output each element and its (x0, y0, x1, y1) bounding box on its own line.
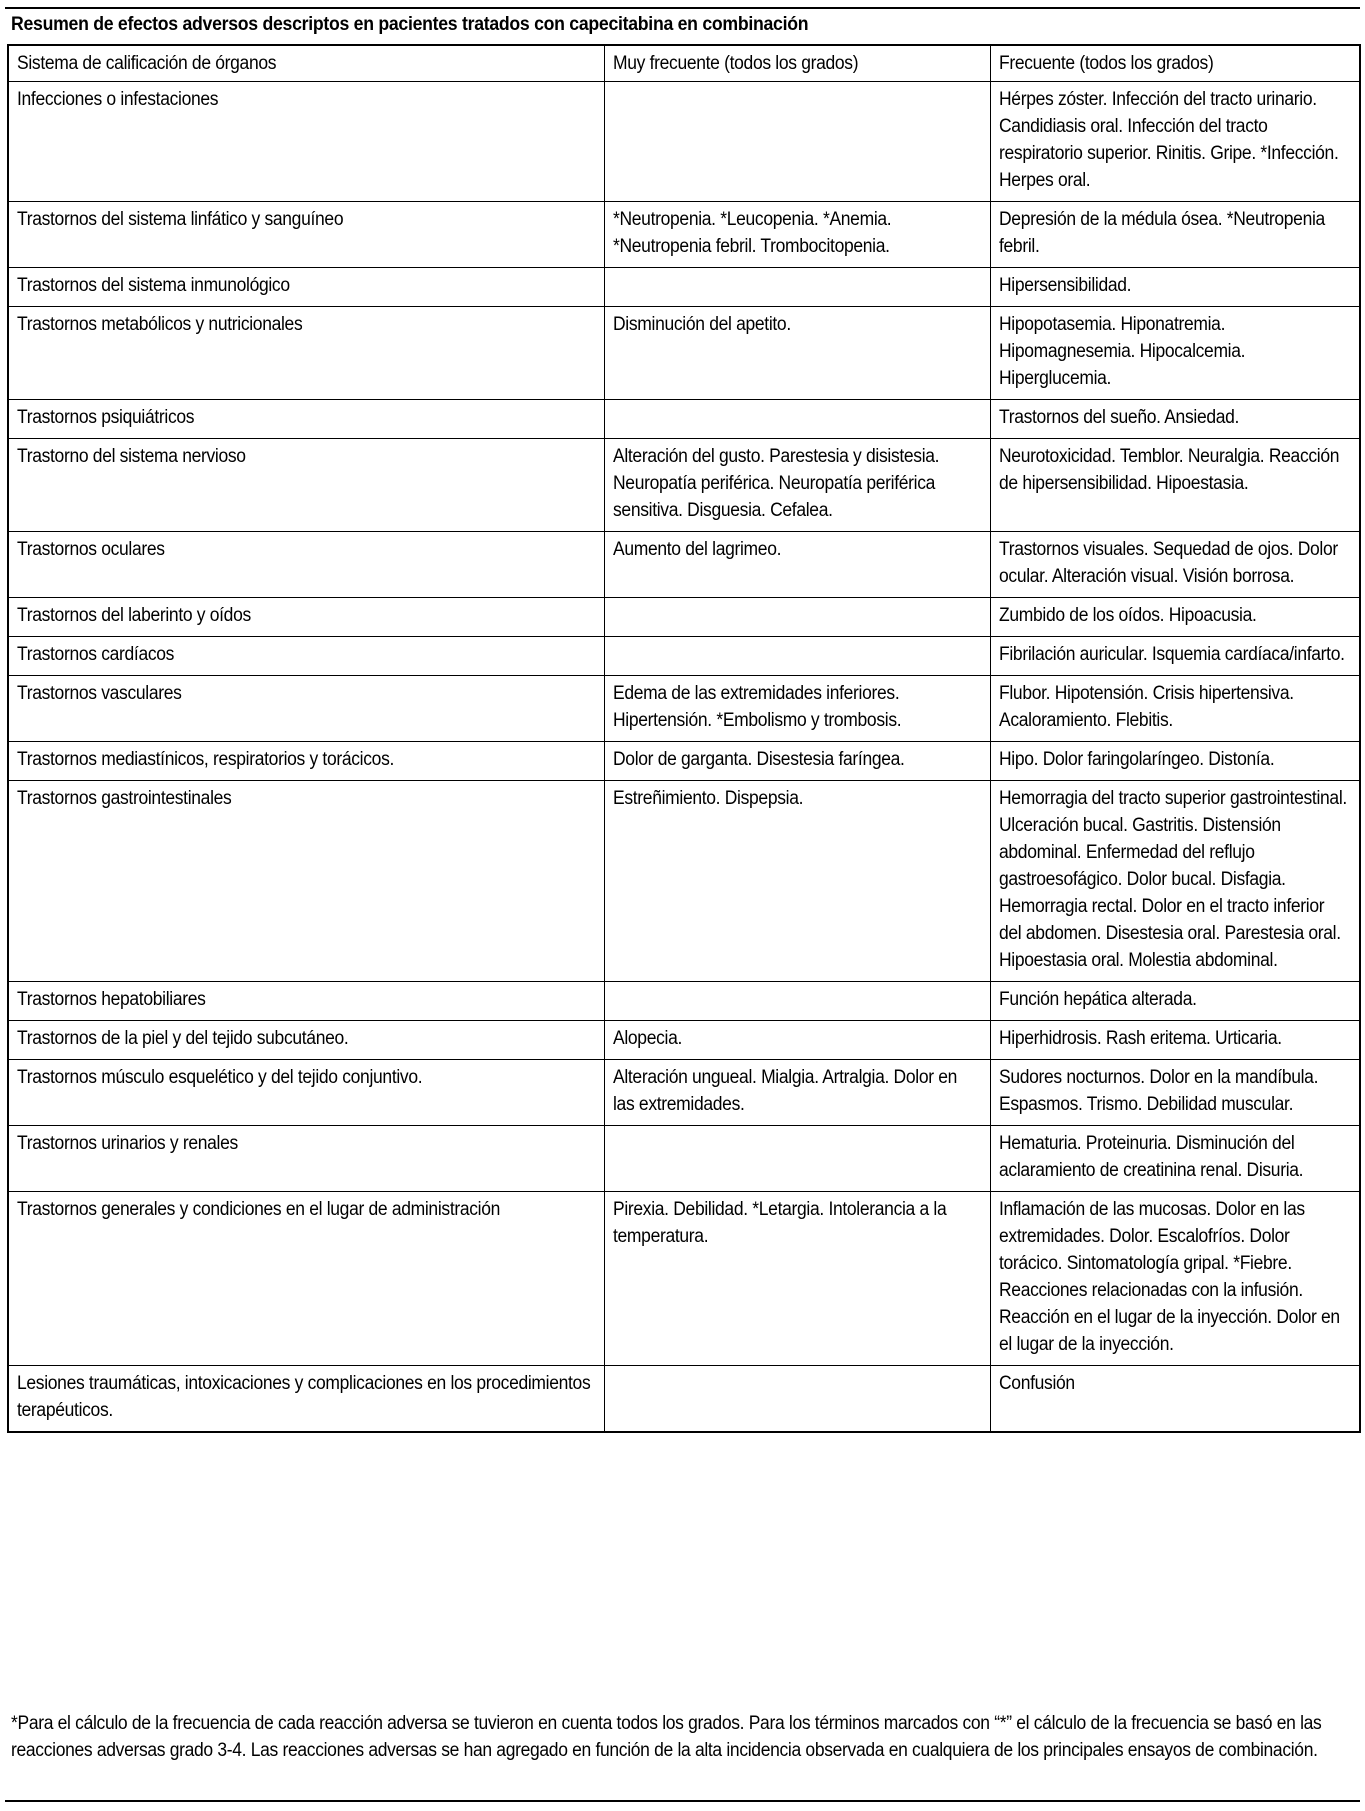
table-row (8, 1192, 1360, 1366)
cell-very-common: Disminución del apetito. (604, 307, 990, 400)
table-row (8, 598, 1360, 637)
adverse-effects-table (7, 44, 1361, 1433)
cell-common: Inflamación de las mucosas. Dolor en las extremidades. Dolor. Escalofríos. Dolor torácico. Sintomatología gripal. *Fiebre. Reacciones relacionadas con la infusión. Reacción en el lugar de la inyección. Dolor en el lugar de la inyección. (990, 1192, 1360, 1366)
cell-common: Hiperhidrosis. Rash eritema. Urticaria. (990, 1021, 1360, 1060)
cell-very-common: Pirexia. Debilidad. *Letargia. Intolerancia a la temperatura. (604, 1192, 990, 1366)
cell-common: Zumbido de los oídos. Hipoacusia. (990, 598, 1360, 637)
cell-organ-system: Trastornos urinarios y renales (8, 1126, 604, 1192)
table-row (8, 742, 1360, 781)
cell-organ-system: Trastorno del sistema nervioso (8, 439, 604, 532)
table-row (8, 439, 1360, 532)
header-common: Frecuente (todos los grados) (990, 45, 1360, 82)
cell-very-common: Estreñimiento. Dispepsia. (604, 781, 990, 982)
cell-organ-system: Trastornos de la piel y del tejido subcutáneo. (8, 1021, 604, 1060)
table-row (8, 400, 1360, 439)
table-title: Resumen de efectos adversos descriptos en pacientes tratados con capecitabina en combinación (11, 14, 809, 35)
cell-organ-system: Trastornos oculares (8, 532, 604, 598)
cell-common: Depresión de la médula ósea. *Neutropenia febril. (990, 202, 1360, 268)
table-row (8, 1021, 1360, 1060)
table-row (8, 1366, 1360, 1433)
cell-very-common: Aumento del lagrimeo. (604, 532, 990, 598)
table-row (8, 1060, 1360, 1126)
cell-organ-system: Trastornos músculo esquelético y del tejido conjuntivo. (8, 1060, 604, 1126)
cell-very-common: Alteración ungueal. Mialgia. Artralgia. Dolor en las extremidades. (604, 1060, 990, 1126)
cell-very-common (604, 982, 990, 1021)
cell-organ-system: Trastornos gastrointestinales (8, 781, 604, 982)
cell-very-common: Alopecia. (604, 1021, 990, 1060)
table-row (8, 268, 1360, 307)
cell-very-common: Dolor de garganta. Disestesia faríngea. (604, 742, 990, 781)
cell-organ-system: Trastornos del sistema inmunológico (8, 268, 604, 307)
cell-common: Hipopotasemia. Hiponatremia. Hipomagnesemia. Hipocalcemia. Hiperglucemia. (990, 307, 1360, 400)
cell-very-common (604, 1126, 990, 1192)
table-row (8, 781, 1360, 982)
cell-common: Hipersensibilidad. (990, 268, 1360, 307)
table-row (8, 82, 1360, 202)
cell-organ-system: Trastornos cardíacos (8, 637, 604, 676)
cell-organ-system: Trastornos vasculares (8, 676, 604, 742)
cell-common: Hipo. Dolor faringolaríngeo. Distonía. (990, 742, 1360, 781)
cell-common: Hematuria. Proteinuria. Disminución del aclaramiento de creatinina renal. Disuria. (990, 1126, 1360, 1192)
cell-very-common: Alteración del gusto. Parestesia y disistesia. Neuropatía periférica. Neuropatía periférica sensitiva. Disguesia. Cefalea. (604, 439, 990, 532)
cell-common: Hérpes zóster. Infección del tracto urinario. Candidiasis oral. Infección del tracto respiratorio superior. Rinitis. Gripe. *Infección. Herpes oral. (990, 82, 1360, 202)
cell-common: Flubor. Hipotensión. Crisis hipertensiva. Acaloramiento. Flebitis. (990, 676, 1360, 742)
cell-very-common (604, 82, 990, 202)
table-row (8, 532, 1360, 598)
cell-very-common (604, 1366, 990, 1433)
cell-very-common (604, 598, 990, 637)
cell-organ-system: Infecciones o infestaciones (8, 82, 604, 202)
cell-common: Hemorragia del tracto superior gastrointestinal. Ulceración bucal. Gastritis. Distensión abdominal. Enfermedad del reflujo gastroesofágico. Dolor bucal. Disfagia. Hemorragia rectal. Dolor en el tracto inferior del abdomen. Disestesia oral. Parestesia oral. Hipoestasia oral. Molestia abdominal. (990, 781, 1360, 982)
table-row (8, 637, 1360, 676)
table-row (8, 307, 1360, 400)
cell-common: Sudores nocturnos. Dolor en la mandíbula. Espasmos. Trismo. Debilidad muscular. (990, 1060, 1360, 1126)
cell-very-common (604, 400, 990, 439)
table-row (8, 202, 1360, 268)
cell-organ-system: Trastornos metabólicos y nutricionales (8, 307, 604, 400)
table-row (8, 676, 1360, 742)
header-organ-system: Sistema de calificación de órganos (8, 45, 604, 82)
table-header-row (8, 45, 1360, 82)
cell-very-common: *Neutropenia. *Leucopenia. *Anemia. *Neutropenia febril. Trombocitopenia. (604, 202, 990, 268)
cell-very-common: Edema de las extremidades inferiores. Hipertensión. *Embolismo y trombosis. (604, 676, 990, 742)
cell-common: Confusión (990, 1366, 1360, 1433)
bottom-rule (5, 1800, 1360, 1802)
cell-very-common (604, 268, 990, 307)
table-row (8, 982, 1360, 1021)
cell-common: Neurotoxicidad. Temblor. Neuralgia. Reacción de hipersensibilidad. Hipoestasia. (990, 439, 1360, 532)
cell-very-common (604, 637, 990, 676)
header-very-common: Muy frecuente (todos los grados) (604, 45, 990, 82)
cell-organ-system: Lesiones traumáticas, intoxicaciones y complicaciones en los procedimientos terapéuticos. (8, 1366, 604, 1433)
cell-common: Fibrilación auricular. Isquemia cardíaca/infarto. (990, 637, 1360, 676)
cell-organ-system: Trastornos mediastínicos, respiratorios y torácicos. (8, 742, 604, 781)
cell-organ-system: Trastornos generales y condiciones en el lugar de administración (8, 1192, 604, 1366)
table-row (8, 1126, 1360, 1192)
cell-common: Función hepática alterada. (990, 982, 1360, 1021)
footnote: *Para el cálculo de la frecuencia de cada reacción adversa se tuvieron en cuenta todos los grados. Para los términos marcados con “*” el cálculo de la frecuencia se basó en las reacciones adversas grado 3-4. Las reacciones adversas se han agregado en función de la alta incidencia observada en cualquiera de los principales ensayos de combinación. (11, 1713, 1322, 1761)
cell-common: Trastornos visuales. Sequedad de ojos. Dolor ocular. Alteración visual. Visión borrosa. (990, 532, 1360, 598)
cell-organ-system: Trastornos del laberinto y oídos (8, 598, 604, 637)
cell-organ-system: Trastornos psiquiátricos (8, 400, 604, 439)
top-rule (5, 7, 1360, 9)
cell-common: Trastornos del sueño. Ansiedad. (990, 400, 1360, 439)
cell-organ-system: Trastornos del sistema linfático y sanguíneo (8, 202, 604, 268)
cell-organ-system: Trastornos hepatobiliares (8, 982, 604, 1021)
